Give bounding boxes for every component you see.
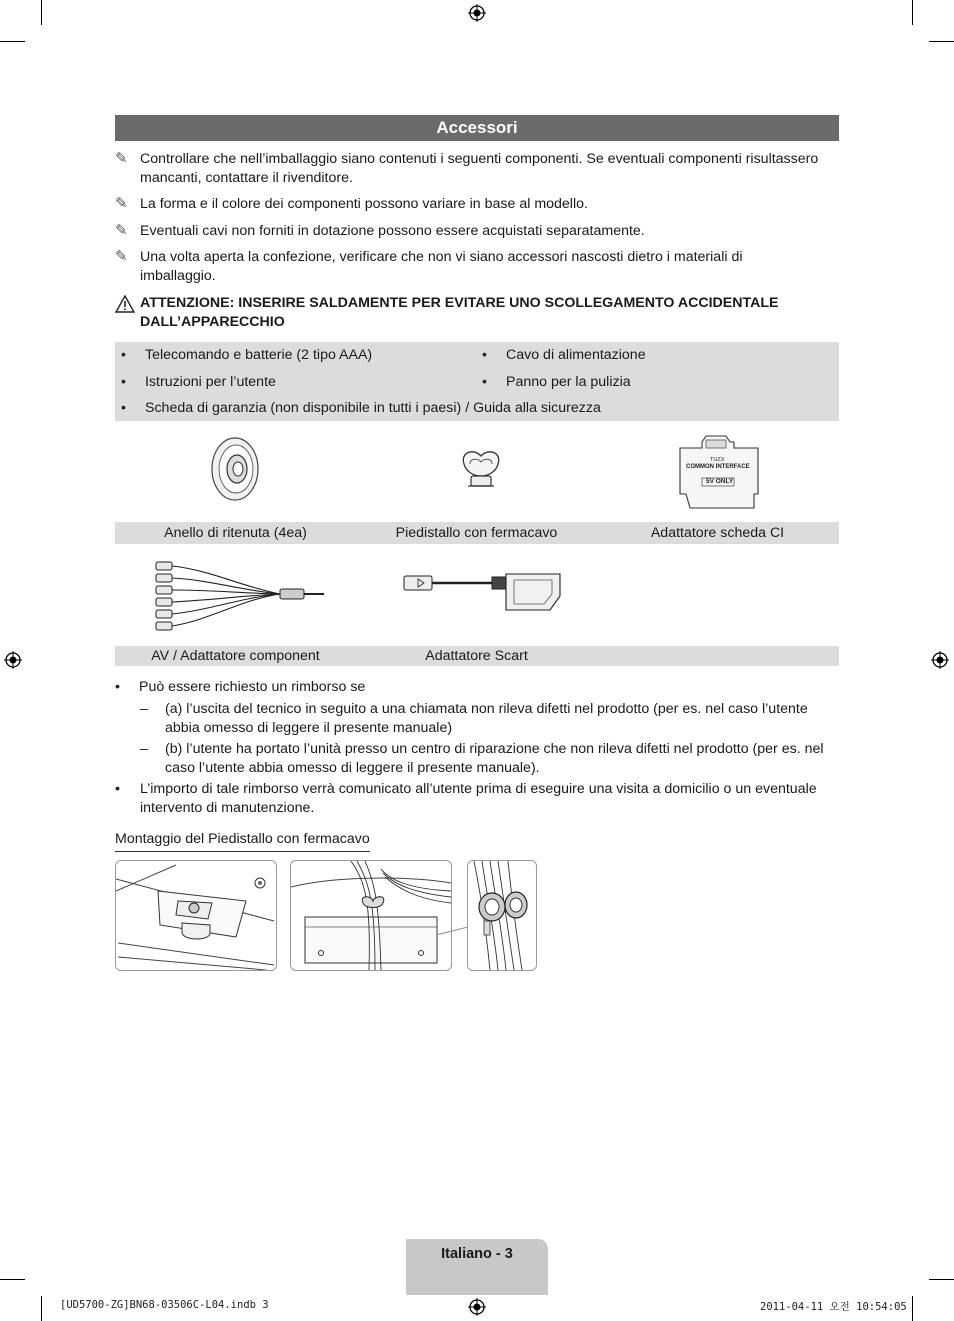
pencil-note-icon: ✎ — [115, 248, 128, 265]
pencil-note-icon: ✎ — [115, 150, 128, 167]
date-slug: 2011-04-11 오전 10:54:05 — [760, 1301, 907, 1313]
crop-mark — [929, 41, 954, 42]
note — [115, 222, 815, 242]
crop-mark — [41, 0, 42, 25]
registration-mark-icon — [468, 1298, 486, 1316]
crop-mark — [912, 0, 913, 25]
dash: – — [140, 701, 148, 717]
item-caption: Adattatore Scart — [425, 648, 528, 664]
list-item-text: Telecomando e batterie (2 tipo AAA) — [145, 347, 373, 363]
warning-triangle-icon — [115, 295, 135, 313]
note — [115, 248, 815, 288]
registration-mark-icon — [468, 4, 486, 22]
assembly-title: Montaggio del Piedistallo con fermacavo — [115, 830, 370, 852]
bullet: • — [482, 347, 487, 363]
stand-cable-holder-illustration — [456, 446, 506, 494]
tv-back-stand-icon — [116, 861, 276, 970]
bullet: • — [115, 679, 120, 695]
crop-mark — [0, 41, 25, 42]
note — [115, 195, 815, 215]
list-item-text: Istruzioni per l’utente — [145, 374, 276, 390]
assembly-step-1-illustration — [115, 860, 277, 971]
section-title: Accessori — [115, 115, 839, 141]
item-caption: Piedistallo con fermacavo — [395, 525, 558, 541]
note-text: La forma e il colore dei componenti possono variare in base al modello. — [140, 196, 588, 212]
warning-text: ATTENZIONE: INSERIRE SALDAMENTE PER EVITARE UNO SCOLLEGAMENTO ACCIDENTALE DALL’APPARECCHIO — [140, 295, 779, 330]
item-caption: AV / Adattatore component — [151, 648, 320, 664]
bullet: • — [121, 400, 126, 416]
ci-card-label: 5V ONLY — [706, 478, 734, 485]
bullet: • — [115, 781, 120, 797]
page-number: Italiano - 3 — [441, 1246, 513, 1262]
registration-mark-icon — [4, 651, 22, 669]
refund-sub-text: (a) l’uscita del tecnico in seguito a una chiamata non rileva difetti nel prodotto (per es. nel caso l’utente abbia omesso di leggere il presente manuale) — [165, 701, 808, 736]
cable-through-holder-icon — [291, 861, 451, 970]
cable-holder-detail-icon — [468, 861, 536, 970]
bullet: • — [121, 347, 126, 363]
refund-sub-text: (b) l’utente ha portato l’unità presso un centro di riparazione che non rileva difetti nel prodotto (per es. nel caso l’utente abbia omesso di leggere il presente manuale). — [165, 741, 824, 776]
item-caption: Anello di ritenuta (4ea) — [164, 525, 307, 541]
note-text: Eventuali cavi non forniti in dotazione possono essere acquistati separatamente. — [140, 223, 645, 239]
ci-card-label: TUZX — [710, 457, 725, 463]
bullet: • — [482, 374, 487, 390]
pencil-note-icon: ✎ — [115, 195, 128, 212]
dash: – — [140, 741, 148, 757]
crop-mark — [41, 1296, 42, 1321]
refund-intro: Può essere richiesto un rimborso se — [139, 679, 366, 695]
list-item-text: Cavo di alimentazione — [506, 347, 646, 363]
refund-second-text: L’importo di tale rimborso verrà comunicato all’utente prima di eseguire una visita a domicilio o un eventuale intervento di manutenzione. — [140, 781, 817, 816]
note-text: Controllare che nell’imballaggio siano contenuti i seguenti componenti. Se eventuali componenti risultassero mancanti, contattare il rivenditore. — [140, 151, 819, 186]
ci-card-label: COMMON INTERFACE — [686, 464, 750, 470]
pencil-note-icon: ✎ — [115, 222, 128, 239]
holder-ring-illustration — [205, 434, 265, 504]
crop-mark — [929, 1279, 954, 1280]
item-caption: Adattatore scheda CI — [650, 525, 785, 541]
ci-card-adapter-illustration — [672, 434, 764, 512]
note-text: Una volta aperta la confezione, verificare che non vi siano accessori nascosti dietro i materiali di imballaggio. — [140, 249, 743, 284]
assembly-step-detail-illustration — [467, 860, 537, 971]
bullet: • — [121, 374, 126, 390]
note — [115, 150, 819, 190]
av-component-adapter-illustration — [150, 556, 328, 634]
crop-mark — [0, 1279, 25, 1280]
list-item-text: Scheda di garanzia (non disponibile in tutti i paesi) / Guida alla sicurezza — [145, 400, 601, 416]
registration-mark-icon — [931, 651, 949, 669]
file-slug: [UD5700-ZG]BN68-03506C-L04.indb 3 — [60, 1299, 269, 1311]
assembly-step-2-illustration — [290, 860, 452, 971]
scart-adapter-illustration — [402, 566, 566, 622]
crop-mark — [912, 1296, 913, 1321]
list-item-text: Panno per la pulizia — [506, 374, 631, 390]
